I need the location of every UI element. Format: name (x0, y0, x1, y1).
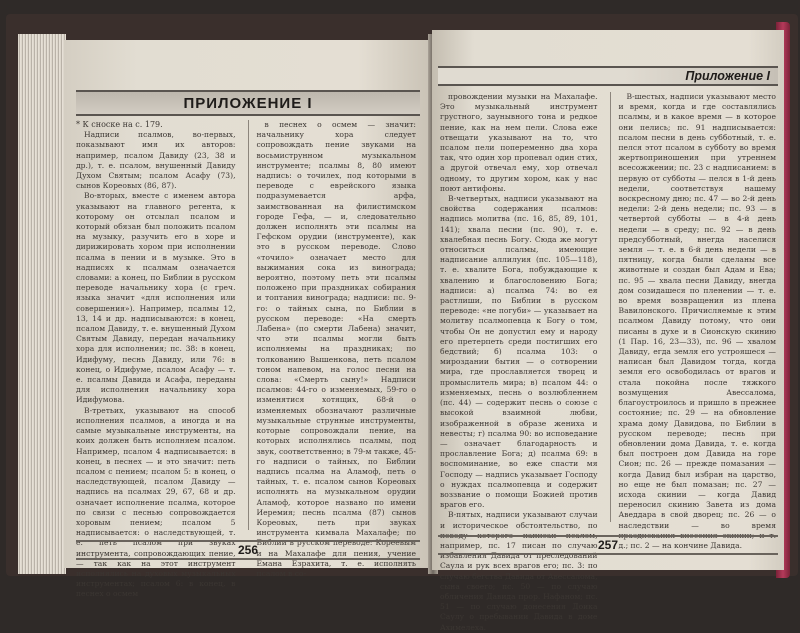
paragraph: в песнех о осмем — значит: начальнику хора следует сопровождать пение звуками на восьмиструнном музыкальном инструменте; псалмы 8, 80 имеют надпись: о точилех, под которыми в переводе с еврейского языка подразумевается арфа, заимствованная на филистимском городе Гефа, — и, следовательно должен исполнять эти псалмы на Гефском орудии (инструменте), как это в русском переводе. Слово «точило» означает место для выжимания сока из винограда; вероятно, поэтому петь эти псалмы положено при праздниках собирания и топтания винограда; надписи: пс. 9-го: о тайных сына, по Библии в русском переводе: «На смерть Лабена» (по смерти Лабена) значит, что эти псалмы могли быть исполняемы на праздниках; по толкованию Вышенкова, петь псалом тоном напевом, на голос песни на слова: «Смерть сыну!» Надписи псалмов: 44-го о изменяемых, 59-го о изменятися хотящих, 68-й о изменяемых обозначают различные музыкальные струнные инструменты, которые сопровождали пение, на которых исполнялись псалмы, под звук, соответственно; в 79-м также, 45-го надписи о тайных, по Библии надпись псалма на Аламоф, петь о тайных, т. е. псалом сынов Кореовых исполнять на музыкальном орудии Аламоф, которое названо по имени Иеремия; песнь псалма (87) сынов Кореовых, петь при звуках инструмента кимвала Махалафе; по Библии в русском переводе: Кореевым и на Махалафе для пения, учение Емана Езрахита, т. е. исполнять псалом в со- (256, 120, 416, 578)
left-column-1 (76, 120, 236, 599)
paragraph: В-третьих, указывают на способ исполнения псалмов, а иногда и на самые музыкальные инструменты, на коих должен быть исполняем псалом. Например, псалом 4 надписывается: в конец, в песнех — и это значит: петь псалом с пением; псалом 5: в конец, о наследствующей, псалом Давиду — надпись на псалмах 29, 67, 68 и др. означает исполнение псалма, которое по связи с песнью сопровождается хоровым пением; псалом 5 надписывается: о наследствующей, т. е. петь псалом при звуках инструмента, сопровождающих пение, — так как на этот инструмент исполнялись на духовых музыкальных инструментах; псалом 6: в конец, в песнех о осмем (76, 405, 236, 599)
right-column-1 (440, 92, 598, 632)
right-folio (438, 535, 778, 555)
paragraph: В-шестых, надписи указывают место и время, когда и где составлялись псалмы, и в какое время — в которое они пелись; пс. 91 надписывается: псалом песни в день субботный, т. е. пелся этот псалом в субботу во время жертвоприношения при утреннем всесожжении; пс. 23 с надписанием: в первую от субботы — пелся в 1-й день недели, соответствуя нашему воскресному дню; пс. 47 — во 2-й день недели: 2-й день недели; пс. 93 — в четвертой субботы — в 4-й день недели — в среду; пс. 92 — в день предсубботный, внегда населися земля — т. е. в 6-й день недели — в пятницу, когда были сделаны все животные и создан был Адам и Ева; пс. 95 — хвала песни Давиду, внегда дом созидашеся по пленении — т. е. во время возвращения из плена Вавилонского. Причисляемые к этим псалмом Давиду потому, что они писаны в духе и в Сионскую скинию (1 Пар. 16, 23—33), пс. 96 — хвалом Давиду, егда земля его устрояшеся — написан был Давидом тогда, когда земля его освободилась от врагов и стала покойна после тяжкого возмущения Авессалома, благоустроилось и пришло в прежнее состояние; пс. 29 — на обновление храма дому Давидова, по Библии в русском переводе; песнь при обновлении дома Давида, т. е. когда был построен дом Давида на горе Сион; пс. 26 — прежде помазания — когда Давид был избран на царство, но еще не был помазан; пс. 27 — исхода скинии — когда Давид переносил скинию Завета из дома Аведдара в свой дворец; пс. 26 — о наследствии — во время празднования внесения скинии; и т. д.; пс. 2 — на кончине Давида. (618, 92, 776, 550)
page-number-right: 257 (597, 538, 619, 552)
page-number-left: 256 (237, 543, 259, 557)
right-page-header (438, 66, 778, 86)
paragraph: провождении музыки на Махалафе. Это музыкальный инструмент грустного, заунывного тона и редкое пение, как на нем пели. Слова еже отвещати указывают на то, что псалом пели попеременно два хора так, что один хор пропевал один стих, а другой отвечал ему, хор отвечал одному, то другим хором, как у нас поют антифоны. (440, 92, 598, 193)
right-page (432, 30, 784, 632)
paragraph: Во-вторых, вместе с именем автора указывают на главного регента, к которому он отсылал псалом и который обязан был положить псалом на музыку, разучить его в хоре и дирижировать хором при исполнении псалма в пении и в музыке. Это в надписях к псалмам означается словами: а конец, по Библии в русском переводе начальнику хора (с греч. языка значит «для исполнения или совершения»). Например, псалмы 12, 13, 14 и др. надписываются: в конец, псалом Давиду, т. е. внушенный Духом Святым Давиду, передан начальнику хора для исполнения; пс. 38: в конец, Идифуму, песнь Давиду, или 76: в конец, о Идифуме, псалом Асафу — т. е. псалмы Давида и Асафа, переданы для исполнения начальнику хора Идифумова. (76, 191, 236, 405)
paragraph: В-пятых, надписи указывают случаи и историческое обстоятельство, по поводу которого написан псалом, например, пс. 17 писан по случаю избавления Давида от преследований Саула и рук всех врагов его; пс. 3: по случаю бегства Давида от Авессалома, сына своего; пс. 50 — по случаю обличения Давида прор. Нафаном; пс. 51 — по случаю донесения Доика Саулу о пребывании Давида в доме Ахимелеха. (440, 510, 598, 632)
right-header-title: Приложение I (685, 69, 770, 83)
page-edges-left (18, 34, 66, 574)
left-header-title: ПРИЛОЖЕНИЕ I (183, 94, 313, 112)
paragraph: В-четвертых, надписи указывают на свойства содержания псалмов: надпись молитва (пс. 16, 85, 89, 101, 141); хвала песни (пс. 90), т. е. хвалебная песнь Богу. Сюда же могут относиться псалмы, имеющие надписание аллилуия (пс. 105—118), т. е. хвалите Бога, побуждающие к хвалению и благословению Бога; надписи: а) псалма 74: во ея растлиши, по Библии в русском переводе: «не погуби» — указывает на молитву псалмопевца к Богу о том, чтобы Он не допустил ему и народу его претерпеть среди постигших его бедствий; б) псалма 103: о мироздании бытия — о сотворении мира, где прославляется творец и промыслитель мира; в) псалом 44: о изменяемых, песнь о возлюбленнем (пс. 44) — содержит песнь о союзе с высокой взаимной любви, изображенной в образе жениха и невесты; г) псалма 90: во исповедание — означает благодарность и прославление Бога; д) псалма 69: в воспоминание, во еже спасти мя Господу — надпись указывает Господу о нуждах псалмопевца и содержит воззвание о помощи Божией против врагов его. (440, 194, 598, 510)
left-page-header (76, 90, 420, 116)
footnote-ref: * К сноске на с. 179. (76, 120, 163, 129)
right-column-2 (610, 92, 777, 550)
paragraph: Надписи псалмов, во-первых, показывают имя их авторов: например, псалом Давиду (23, 38 и др.), т. е. псалом, внушенный Давиду Духом Святым; псалом Асафу (73), сынов Кореовых (86, 87). (76, 130, 236, 191)
left-page (64, 40, 432, 599)
left-folio (76, 540, 420, 560)
